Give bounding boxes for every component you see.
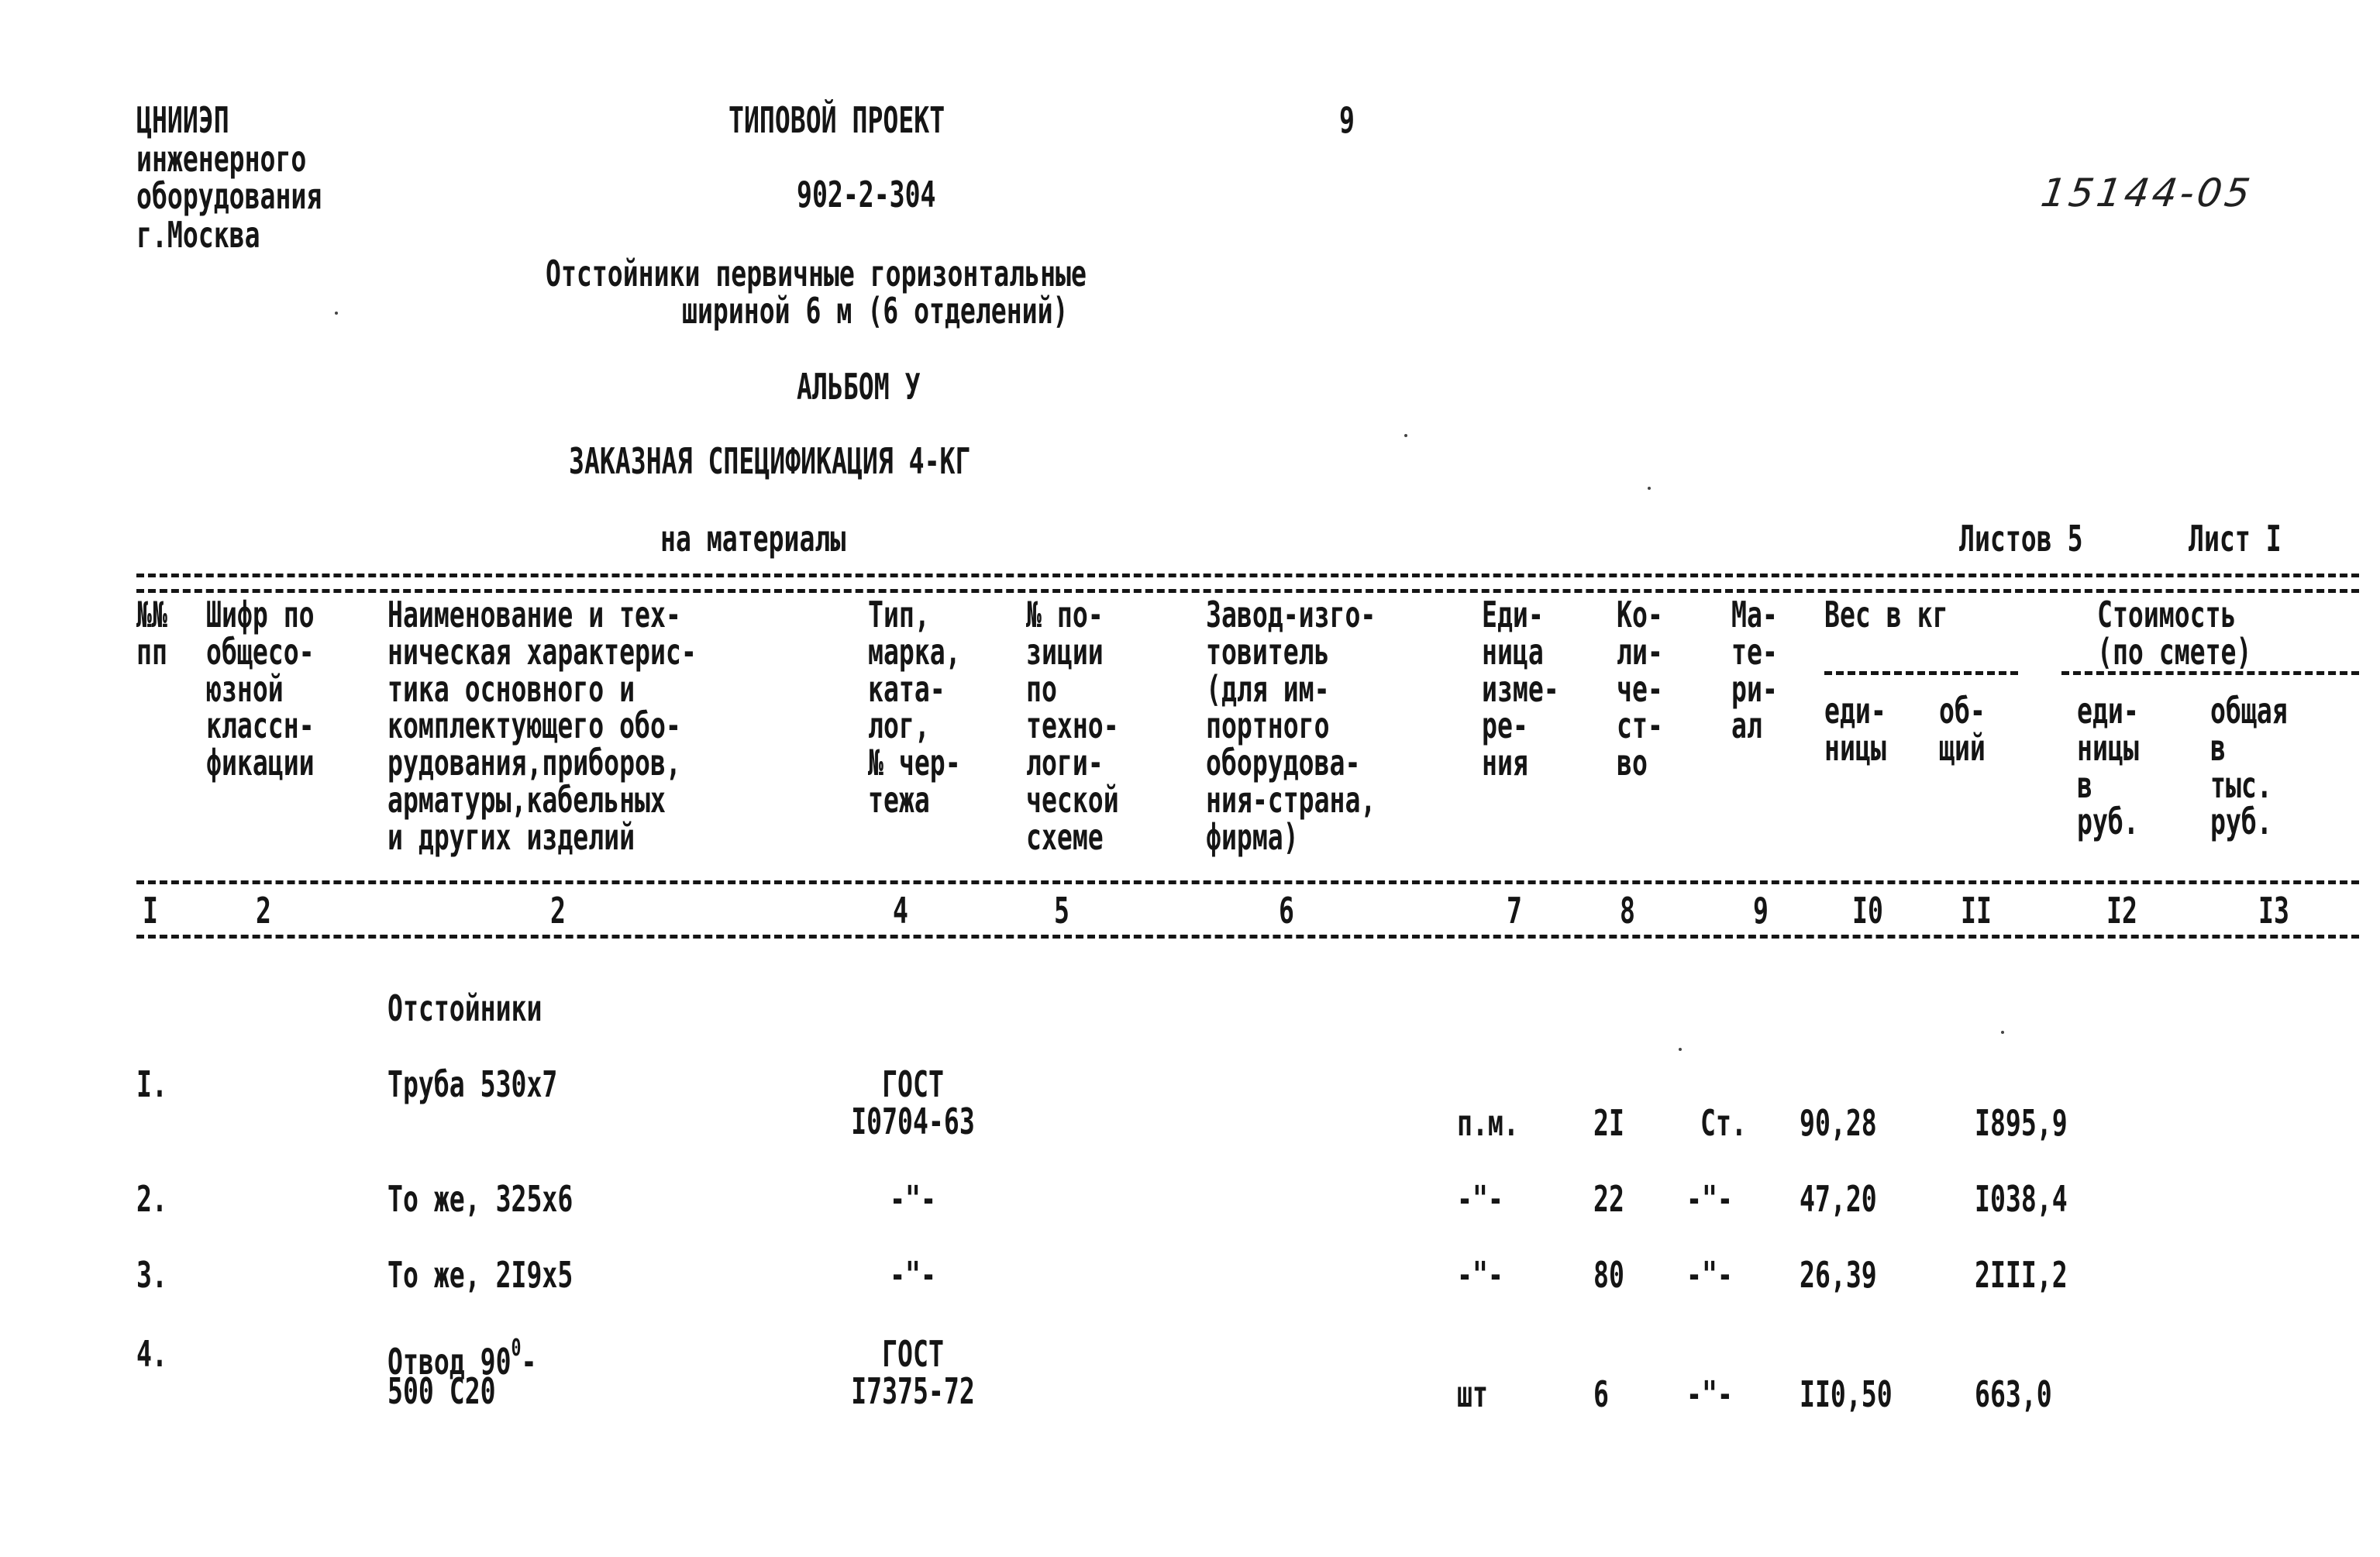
col-header-cost-total: общая в тыс. руб.: [2210, 690, 2288, 843]
album-title: АЛЬБОМ У: [797, 366, 921, 408]
row-weight-unit: 47,20: [1800, 1178, 1877, 1220]
row-number: 4.: [136, 1333, 167, 1375]
col-header-position: № по- зиции по техно- логи- ческой схеме: [1026, 594, 1119, 858]
numbers-bottom-rule: [136, 935, 2359, 939]
row-weight-total: I895,9: [1975, 1102, 2068, 1144]
row-name: То же, 2I9х5: [387, 1254, 573, 1296]
column-number: 2: [550, 890, 566, 932]
col-header-quantity: Ко- ли- че- ст- во: [1617, 594, 1663, 784]
table-top-rule-2: [136, 589, 2359, 593]
row-unit: п.м.: [1457, 1102, 1519, 1144]
row-type-line1: ГОСТ: [882, 1333, 944, 1375]
row-name-line2: 500 С20: [387, 1370, 496, 1412]
col-header-classifier: Шифр по общесо- юзной классн- фикации: [206, 594, 315, 784]
column-number: II: [1961, 890, 1992, 932]
column-number: 2: [256, 890, 271, 932]
column-number: I0: [1852, 890, 1883, 932]
org-name-line3: оборудования: [136, 175, 322, 217]
scan-speck: [2001, 1031, 2004, 1034]
row-name: Труба 530х7: [387, 1063, 558, 1105]
table-top-rule: [136, 574, 2359, 577]
row-type-line2: I7375-72: [851, 1370, 975, 1412]
row-material: Ст.: [1700, 1102, 1747, 1144]
column-number: I: [143, 890, 158, 932]
col-header-cost-group: Стоимость (по смете): [2097, 594, 2252, 673]
col-header-unit: Еди- ница изме- ре- ния: [1482, 594, 1559, 784]
col-header-weight-unit: еди- ницы: [1824, 690, 1886, 769]
row-number: 2.: [136, 1178, 167, 1220]
col-header-type: Тип, марка, ката- лог, № чер- тежа: [868, 594, 961, 822]
org-city: г.Москва: [136, 214, 260, 256]
row-material: -"-: [1686, 1178, 1733, 1220]
spec-subject: на материалы: [660, 518, 846, 560]
doc-title-line1: Отстойники первичные горизонтальные: [546, 253, 1087, 295]
col-header-weight-group: Вес в кг: [1824, 594, 1948, 636]
row-type-line1: -"-: [890, 1178, 936, 1220]
row-type-line1: ГОСТ: [882, 1063, 944, 1105]
row-quantity: 2I: [1593, 1102, 1624, 1144]
sheets-total: Листов 5: [1959, 518, 2083, 560]
row-type-line1: -"-: [890, 1254, 936, 1296]
column-number: 6: [1279, 890, 1294, 932]
scan-speck: [1404, 434, 1407, 437]
row-name-line1: Отвод $90^0-$: [387, 1335, 537, 1383]
section-title: Отстойники: [387, 987, 542, 1029]
page-number: 9: [1339, 99, 1355, 141]
col-header-cost-unit: еди- ницы в руб.: [2077, 690, 2139, 843]
project-number: 902-2-304: [797, 174, 936, 215]
org-name-line1: ЦНИИЭП: [136, 99, 229, 141]
column-number: I2: [2106, 890, 2137, 932]
row-weight-unit: 26,39: [1800, 1254, 1877, 1296]
column-number: 4: [893, 890, 908, 932]
column-number: 8: [1620, 890, 1635, 932]
column-number: 5: [1054, 890, 1069, 932]
spec-title: ЗАКАЗНАЯ СПЕЦИФИКАЦИЯ 4-КГ: [569, 440, 971, 482]
row-type-line2: I0704-63: [851, 1101, 975, 1142]
col-header-name: Наименование и тех- ническая характерис- тика основного и комплектующего обо- рудования,приборов, арматуры,кабельных и других изделий: [387, 594, 697, 858]
row-number: I.: [136, 1063, 167, 1105]
header-bottom-rule: [136, 880, 2359, 884]
row-name: То же, 325х6: [387, 1178, 573, 1220]
row-weight-unit: 90,28: [1800, 1102, 1877, 1144]
row-material: -"-: [1686, 1254, 1733, 1296]
row-unit: шт: [1457, 1373, 1488, 1415]
col-header-number: №№ пп: [136, 594, 167, 673]
scan-speck: [1648, 487, 1651, 490]
org-name-line2: инженерного: [136, 138, 307, 180]
weight-group-rule: [1824, 671, 2018, 675]
column-number: I3: [2258, 890, 2289, 932]
scan-speck: [335, 312, 338, 315]
row-unit: -"-: [1457, 1178, 1503, 1220]
column-number: 9: [1753, 890, 1769, 932]
row-quantity: 80: [1593, 1254, 1624, 1296]
row-number: 3.: [136, 1254, 167, 1296]
handwritten-archive-code: 15144-05: [2037, 171, 2256, 215]
sheet-current: Лист I: [2189, 518, 2282, 560]
scan-speck: [1679, 1048, 1682, 1051]
column-number: 7: [1507, 890, 1522, 932]
row-weight-unit: II0,50: [1800, 1373, 1893, 1415]
row-quantity: 6: [1593, 1373, 1609, 1415]
doc-title-line2: шириной 6 м (6 отделений): [682, 290, 1069, 332]
row-material: -"-: [1686, 1373, 1733, 1415]
row-weight-total: I038,4: [1975, 1178, 2068, 1220]
col-header-weight-total: об- щий: [1939, 690, 1986, 769]
col-header-material: Ма- те- ри- ал: [1731, 594, 1778, 747]
project-type: ТИПОВОЙ ПРОЕКТ: [728, 99, 945, 141]
col-header-manufacturer: Завод-изго- товитель (для им- портного оборудова- ния-страна, фирма): [1206, 594, 1376, 858]
row-weight-total: 663,0: [1975, 1373, 2052, 1415]
row-weight-total: 2III,2: [1975, 1254, 2068, 1296]
row-quantity: 22: [1593, 1178, 1624, 1220]
row-unit: -"-: [1457, 1254, 1503, 1296]
